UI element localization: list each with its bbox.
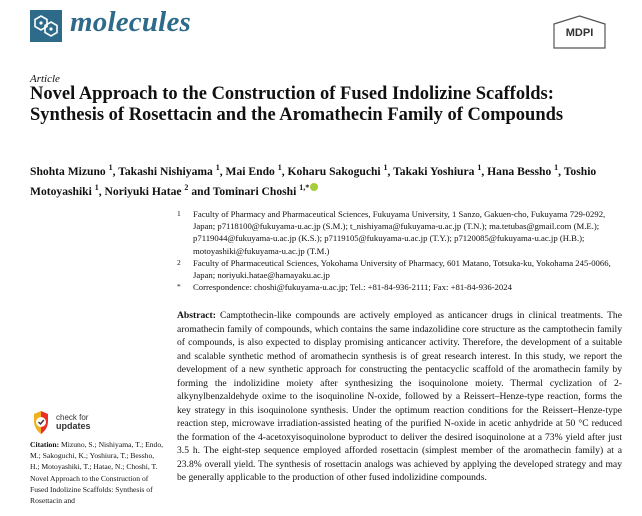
check-for-updates-line2: updates <box>56 421 91 431</box>
citation-label: Citation: <box>30 440 60 449</box>
author-name[interactable]: Noriyuki Hatae <box>104 184 182 198</box>
affiliation-text: Faculty of Pharmaceutical Sciences, Yokohama University of Pharmacy, 601 Matano, Totsuka-ku, Yokohama 245-0066, Japan; noriyuki.hatae@hamayaku.ac.jp <box>193 257 611 281</box>
affiliation-item <box>177 208 617 257</box>
journal-name: molecules <box>70 6 192 38</box>
correspondence-text: Correspondence: choshi@fukuyama-u.ac.jp; Tel.: +81-84-936-2111; Fax: +81-84-936-2024 <box>193 282 512 293</box>
author-affiliation-marker: 1 <box>383 163 388 172</box>
check-for-updates-icon <box>30 410 52 436</box>
author-affiliation-marker: 1 <box>215 163 220 172</box>
citation <box>30 439 165 506</box>
author-list: Shohta Mizuno $^1$, Takashi Nishiyama $^1$, Mai Endo $^1$, Koharu Sakoguchi $^1$, Takaki Yoshiura $^1$, Hana Bessho $^1$, Toshio Motoyashiki $^1$, Noriyuki Hatae $^2$ and Tominari Choshi $^{1,*}$ <box>30 163 597 198</box>
author-name[interactable]: Takaki Yoshiura <box>393 164 475 178</box>
author-name[interactable]: Shohta Mizuno <box>30 164 106 178</box>
abstract <box>177 309 622 485</box>
affiliation-text: Faculty of Pharmacy and Pharmaceutical Sciences, Fukuyama University, 1 Sanzo, Gakuen-cho, Fukuyama 729-0292, Japan; p7118100@fukuyama-u.ac.jp (S.M.); t_nishiyama@fukuyama-u.ac.jp (T.N.); ma.tetubas@gmail.com (M.E.); p7119044@fukuyama-u.ac.jp (K.S.); p7119105@fukuyama-u.ac.jp (T.Y.); p7120085@fukuyama-u.ac.jp (H.B.); motoyashiki@fukuyama-u.ac.jp (T.M.) <box>193 209 606 256</box>
author-affiliation-marker: 1 <box>277 163 282 172</box>
affiliations <box>177 208 617 293</box>
author-affiliation-marker: 1,* <box>299 182 310 192</box>
citation-text: Mizuno, S.; Nishiyama, T.; Endo, M.; Sakoguchi, K.; Yoshiura, T.; Bessho, H.; Motoyashiki, T.; Hatae, N.; Choshi, T. Novel Approach to the Construction of Fused Indolizine Scaffolds: Synthesis of Rosettacin and <box>30 440 164 506</box>
correspondence-marker: * <box>177 282 181 292</box>
author-affiliation-marker: 1 <box>94 182 99 192</box>
author-name[interactable]: Koharu Sakoguchi <box>287 164 381 178</box>
author-name[interactable]: Mai Endo <box>225 164 275 178</box>
author-affiliation-marker: 1 <box>477 163 482 172</box>
article-type: Article <box>30 73 60 85</box>
check-for-updates-label <box>56 413 91 431</box>
author-name[interactable]: Hana Bessho <box>487 164 552 178</box>
author-name[interactable]: Tominari Choshi <box>212 184 297 198</box>
author-affiliation-marker: 1 <box>108 163 113 172</box>
author-affiliation-marker: 2 <box>184 182 189 192</box>
publisher-name: MDPI <box>565 27 594 39</box>
author-name[interactable]: Takashi Nishiyama <box>118 164 213 178</box>
correspondence-item <box>177 281 617 293</box>
affiliation-item <box>177 257 617 281</box>
abstract-label: Abstract: <box>177 310 216 321</box>
affiliation-marker: 2 <box>177 257 181 267</box>
affiliation-marker: 1 <box>177 209 181 218</box>
author-name[interactable]: Toshio Motoyashiki <box>30 164 597 198</box>
orcid-icon[interactable] <box>310 183 318 191</box>
article-title: Novel Approach to the Construction of Fused Indolizine Scaffolds: Synthesis of Rosettacin and the Aromathecin Family of Compounds <box>30 84 564 125</box>
author-affiliation-marker: 1 <box>554 163 559 172</box>
abstract-text: Camptothecin-like compounds are actively employed as anticancer drugs in clinical treatments. The aromathecin family of compounds, which contains the same indazolidine core structure as the camptothecin family of compounds, is also expected to display promising anticancer activity. Therefore, the development of a suitable and scalable synthetic method of aromathecin synthesis is of great research interest. In this study, we report the development of a new synthetic approach for constructing the pentacyclic scaffold of the aromathecin family by forming the indolizidine moiety after synthesizing the isoquinolone moiety. Thermal cyclization of 2-alkynylbenzaldehyde oxime to the isoquinoline N-oxide, followed by a Reissert–Henze-type reaction, forms the key strategy in this isoquinolone synthesis. Under the optimum reaction conditions for the Reissert–Henze-type reaction step, microwave irradiation-assisted heating of the purified N-oxide in acetic anhydride at 50 °C reduced the formation of the 4-acetoxyisoquinolone byproduct to deliver the desired isoquinolone at a 73% yield after just 3.5 h. The eight-step sequence employed afforded rosettacin (simplest member of the aromathecin family) at a 23.8% overall yield. The synthesis of rosettacin analogs was achieved by applying the developed strategy and may be generally applicable to the production of other fused indolizidine compounds. <box>177 310 622 483</box>
check-for-updates-line1: check for <box>56 413 89 422</box>
hexagon-molecule-logo-icon <box>30 10 62 42</box>
